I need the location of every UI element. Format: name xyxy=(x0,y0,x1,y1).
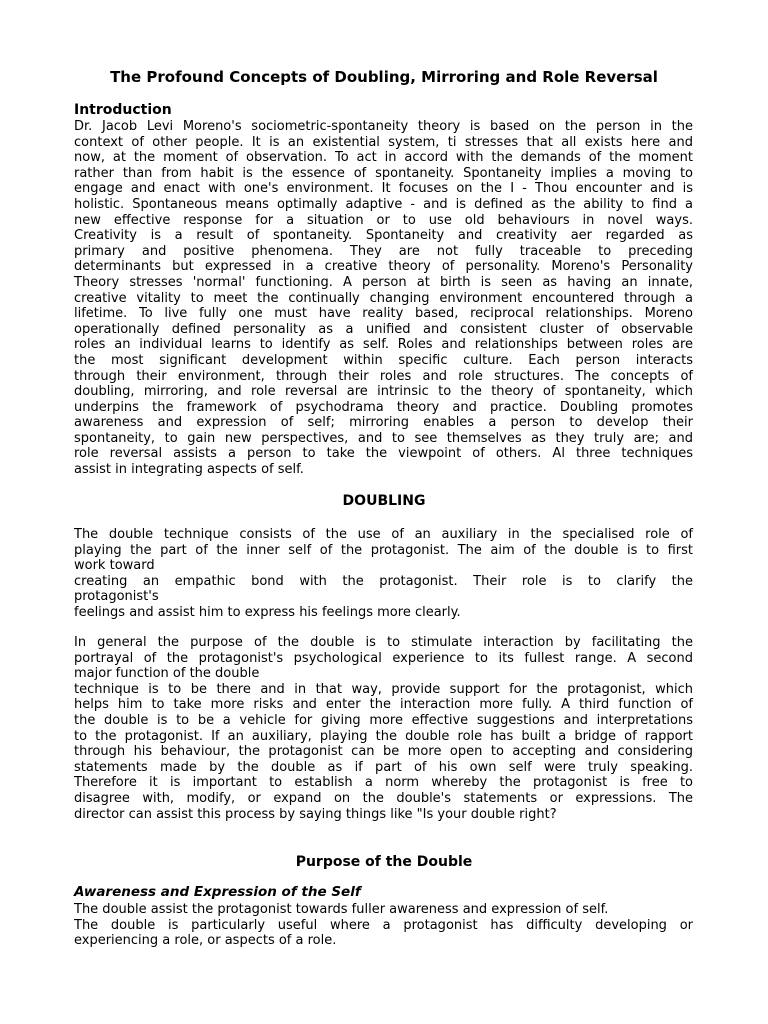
doubling-heading: DOUBLING xyxy=(342,493,426,509)
text-line: Theory stresses 'normal' functioning. A person at birth is seen as having an innate, xyxy=(74,274,693,290)
intro-heading: Introduction xyxy=(74,102,172,118)
text-line: The double technique consists of the use of an auxiliary in the specialised role of xyxy=(74,527,693,542)
text-line: the most significant development within specific culture. Each person interacts xyxy=(74,352,693,368)
text-line: creative vitality to meet the continually changing environment encountered through a xyxy=(74,290,693,306)
text-line: statements made by the double as if part of his own self were truly speaking. xyxy=(74,759,693,775)
purpose-paragraph xyxy=(74,902,693,949)
intro-paragraph xyxy=(74,119,693,478)
text-line: operationally defined personality as a unified and consistent cluster of observable xyxy=(74,321,693,337)
text-line: to the protagonist. If an auxiliary, playing the double role has built a bridge of rapport xyxy=(74,728,693,744)
text-line: protagonist's xyxy=(74,589,159,605)
text-line: In general the purpose of the double is to stimulate interaction by facilitating the xyxy=(74,635,693,650)
text-line: lifetime. To live fully one must have reality based, reciprocal relationships. Moreno xyxy=(74,306,693,322)
text-line: assist in integrating aspects of self. xyxy=(74,462,304,478)
text-line: awareness and expression of self; mirroring enables a person to develop their xyxy=(74,415,693,431)
text-line: portrayal of the protagonist's psychological experience to its fullest range. A second xyxy=(74,650,693,666)
text-line: major function of the double xyxy=(74,666,260,682)
text-line: doubling, mirroring, and role reversal are intrinsic to the theory of spontaneity, which xyxy=(74,384,693,400)
text-line: engage and enact with one's environment. It focuses on the I - Thou encounter and is xyxy=(74,181,693,197)
text-line: creating an empathic bond with the protagonist. Their role is to clarify the xyxy=(74,573,693,589)
text-line: role reversal assists a person to take the viewpoint of others. Al three techniques xyxy=(74,446,693,462)
text-line: underpins the framework of psychodrama theory and practice. Doubling promotes xyxy=(74,399,693,415)
text-line: roles an individual learns to identify as self. Roles and relationships between roles are xyxy=(74,337,693,353)
text-line: now, at the moment of observation. To act in accord with the demands of the moment xyxy=(74,150,693,166)
text-line: playing the part of the inner self of the protagonist. The aim of the double is to first xyxy=(74,542,693,558)
text-line: spontaneity, to gain new perspectives, and to see themselves as they truly are; and xyxy=(74,430,693,446)
text-line: holistic. Spontaneous means optimally adaptive - and is defined as the ability to find a xyxy=(74,196,693,212)
text-line: rather than from habit is the essence of spontaneity. Spontaneity implies a moving to xyxy=(74,165,693,181)
text-line: new effective response for a situation or to use old behaviours in novel ways. xyxy=(74,212,693,228)
text-line: feelings and assist him to express his feelings more clearly. xyxy=(74,604,461,620)
purpose-subheading: Awareness and Expression of the Self xyxy=(74,884,361,900)
text-line: the double is to be a vehicle for giving more effective suggestions and interpretations xyxy=(74,712,693,728)
text-line: through his behaviour, the protagonist can be more open to accepting and considering xyxy=(74,744,693,760)
purpose-heading: Purpose of the Double xyxy=(295,854,473,870)
text-line: helps him to take more risks and enter the interaction more fully. A third function of xyxy=(74,697,693,713)
text-line: work toward xyxy=(74,558,155,574)
text-line: through their environment, through their roles and role structures. The concepts of xyxy=(74,368,693,384)
text-line: Therefore it is important to establish a norm whereby the protagonist is free to xyxy=(74,775,693,791)
document-title: The Profound Concepts of Doubling, Mirroring and Role Reversal xyxy=(110,68,658,86)
doubling-paragraph-1 xyxy=(74,527,693,621)
text-line: primary and positive phenomena. They are not fully traceable to preceding xyxy=(74,243,693,259)
text-line: director can assist this process by saying things like "Is your double right? xyxy=(74,806,557,822)
text-line: technique is to be there and in that way, provide support for the protagonist, which xyxy=(74,681,693,697)
doubling-paragraph-2 xyxy=(74,635,693,822)
text-line: The double is particularly useful where a protagonist has difficulty developing or xyxy=(74,917,693,933)
text-line: disagree with, modify, or expand on the double's statements or expressions. The xyxy=(74,790,693,806)
text-line: Creativity is a result of spontaneity. Spontaneity and creativity aer regarded as xyxy=(74,228,693,244)
text-line: determinants but expressed in a creative theory of personality. Moreno's Personality xyxy=(74,259,693,275)
text-line: The double assist the protagonist towards fuller awareness and expression of self. xyxy=(74,902,609,917)
text-line: experiencing a role, or aspects of a role. xyxy=(74,933,337,949)
text-line: context of other people. It is an existential system, ti stresses that all exists here and xyxy=(74,134,693,150)
text-line: Dr. Jacob Levi Moreno's sociometric-spontaneity theory is based on the person in the xyxy=(74,119,693,134)
